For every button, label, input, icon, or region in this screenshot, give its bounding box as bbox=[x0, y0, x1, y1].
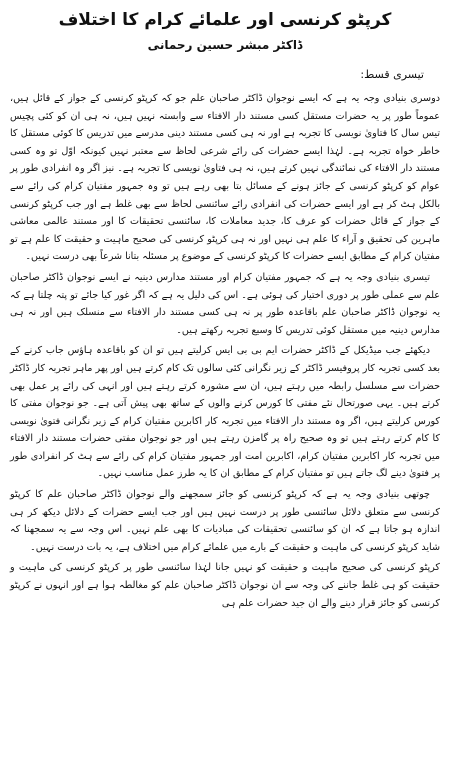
installment-label: تیسری قسط: bbox=[360, 68, 424, 81]
paragraph-fourth-reason: چوتھی بنیادی وجہ یہ ہے کہ کرپٹو کرنسی کو جائز سمجھنے والے نوجوان ڈاکٹر صاحبان علم کا کرپٹو کرنسی سے متعلق دلائل سائنسی طور پر درست نہیں ہیں اور جب ایسے حضرات کے دلائل دیکھ کر ہی اندازہ ہو جاتا ہے کہ ان کو سائنسی تحقیقات کی مبادیات کا بھی علم نہیں۔ اس وجہ سے یہ سمجھنا کہ شاید کرپٹو کرنسی کی ماہیت و حقیقت کے بارے میں علمائے کرام میں اختلاف ہے، یہ بات درست نہیں۔ bbox=[10, 489, 440, 553]
paragraph-medical-analogy: دیکھئے جب میڈیکل کے ڈاکٹر حضرات ایم بی بی ایس کرلیتے ہیں تو ان کو باقاعدہ ہاؤس جاب کرنے کے بعد کسی تجربہ کار پروفیسر ڈاکٹر کے زیر نگرانی کئی سالوں تک کام کرتے ہیں اور پھر ماہر تجربہ کار ڈاکٹر حضرات سے مسلسل رابطہ میں رہتے ہیں، ان سے مشورہ کرتے رہتے ہیں اور انہی کی رائے پر عمل بھی کرتے ہیں۔ یہی صورتحال نئے مفتی کا کورس کرنے والوں کے ساتھ بھی پیش آتی ہے۔ جو نوجوان مفتی کا کورس کرلیتے ہیں، اگر وہ مستند دار الافتاء میں تجربہ کار اکابرین مفتیان کرام کے زیر نگرانی فتویٰ نویسی کا کام کرتے رہتے ہیں تو وہ صحیح راہ پر گامزن رہتے ہیں اور جو نوجوان مفتی حضرات مستند دار الافتاء میں تجربہ کار اکابرین مفتیان کرام، اکابرین امت اور جمہور مفتیان کرام کی رائے سے ہٹ کر انفرادی طور پر فتویٰ دینے لگ جاتے ہیں تو مفتیان کرام کے مطابق ان کا یہ طرز عمل مناسب نہیں۔ bbox=[10, 345, 440, 480]
paragraph-continuation: کرپٹو کرنسی کی صحیح ماہیت و حقیقت کو نہیں جانا لہٰذا سائنسی طور پر کرپٹو کرنسی کی ماہیت و حقیقت کو ہی غلط جاننے کی وجہ سے ان نوجوان ڈاکٹر صاحبان علم کو مغالطہ ہوا ہے اور انہوں نے کرپٹو کرنسی کو جائز قرار دینے والے ان جید حضرات علم ہی bbox=[10, 562, 440, 609]
author-byline: ڈاکٹر مبشر حسین رحمانی bbox=[147, 38, 303, 52]
paragraph-second-reason: دوسری بنیادی وجہ یہ ہے کہ ایسے نوجوان ڈاکٹر صاحبان علم جو کہ کرپٹو کرنسی کے جواز کے قائل ہیں، عموماً طور پر یہ حضرات مستقل کسی مستند دار الافتاء سے وابستہ نہیں ہیں، نہ ہی ان کو کئی پچیس تیس سال کا فتاویٰ نویسی کا تجربہ ہے اور نہ ہی کسی مستند دینی مدرسے میں تدریس کا کوئی مستقل کا خاطر خواہ تجربہ ہے۔ لہٰذا ایسے حضرات کی رائے شرعی لحاظ سے معتبر نہیں کیونکہ اوّل تو وہ کسی مستند دار الافتاء کی نمائندگی نہیں کرتے ہیں، نہ ہی فتاویٰ نویسی کا تجربہ ہے۔ نیز اگر وہ انفرادی طور پر عوام کو کرپٹو کرنسی کے جائز ہونے کے مسائل بتا بھی رہے ہیں تو وہ جمہور مفتیان کرام کی رائے سے بالکل ہٹ کر ہے اور ایسے حضرات کی انفرادی رائے سائنسی لحاظ سے بھی غلط ہے اور جب کرپٹو کرنسی کے جواز کے قائل حضرات کو عرف کا، جدید معاملات کا، سائنسی تحقیقات کا اور مستند عالمی معاشی ماہرین کی تحقیق و آراء کا علم ہی نہیں اور نہ ہی کرپٹو کرنسی کی صحیح ماہیت و حقیقت کا علم ہے تو مفتیان کرام کے مطابق ایسے حضرات کا کرپٹو کرنسی کے موضوع پر مسئلہ بتانا شرعاً بھی درست نہیں۔ bbox=[10, 93, 440, 263]
article-title: کرپٹو کرنسی اور علمائے کرام کا اختلاف bbox=[58, 10, 392, 30]
paragraph-third-reason: تیسری بنیادی وجہ یہ ہے کہ جمہور مفتیان کرام اور مستند مدارس دینیہ نے ایسے نوجوان ڈاکٹر صاحبان علم سے عملی طور پر دوری اختیار کی ہوئی ہے۔ اس کی دلیل یہ ہے کہ اگر غور کیا جائے تو پتہ چلتا ہے کہ یہ نوجوان ڈاکٹر صاحبان علم باقاعدہ طور پر نہ ہی کسی مستند دار الافتاء سے منسلک ہیں اور نہ ہی مدارس دینیہ میں مستقل کوئی تدریس کا وسیع تجربہ رکھتے ہیں۔ bbox=[10, 271, 440, 336]
